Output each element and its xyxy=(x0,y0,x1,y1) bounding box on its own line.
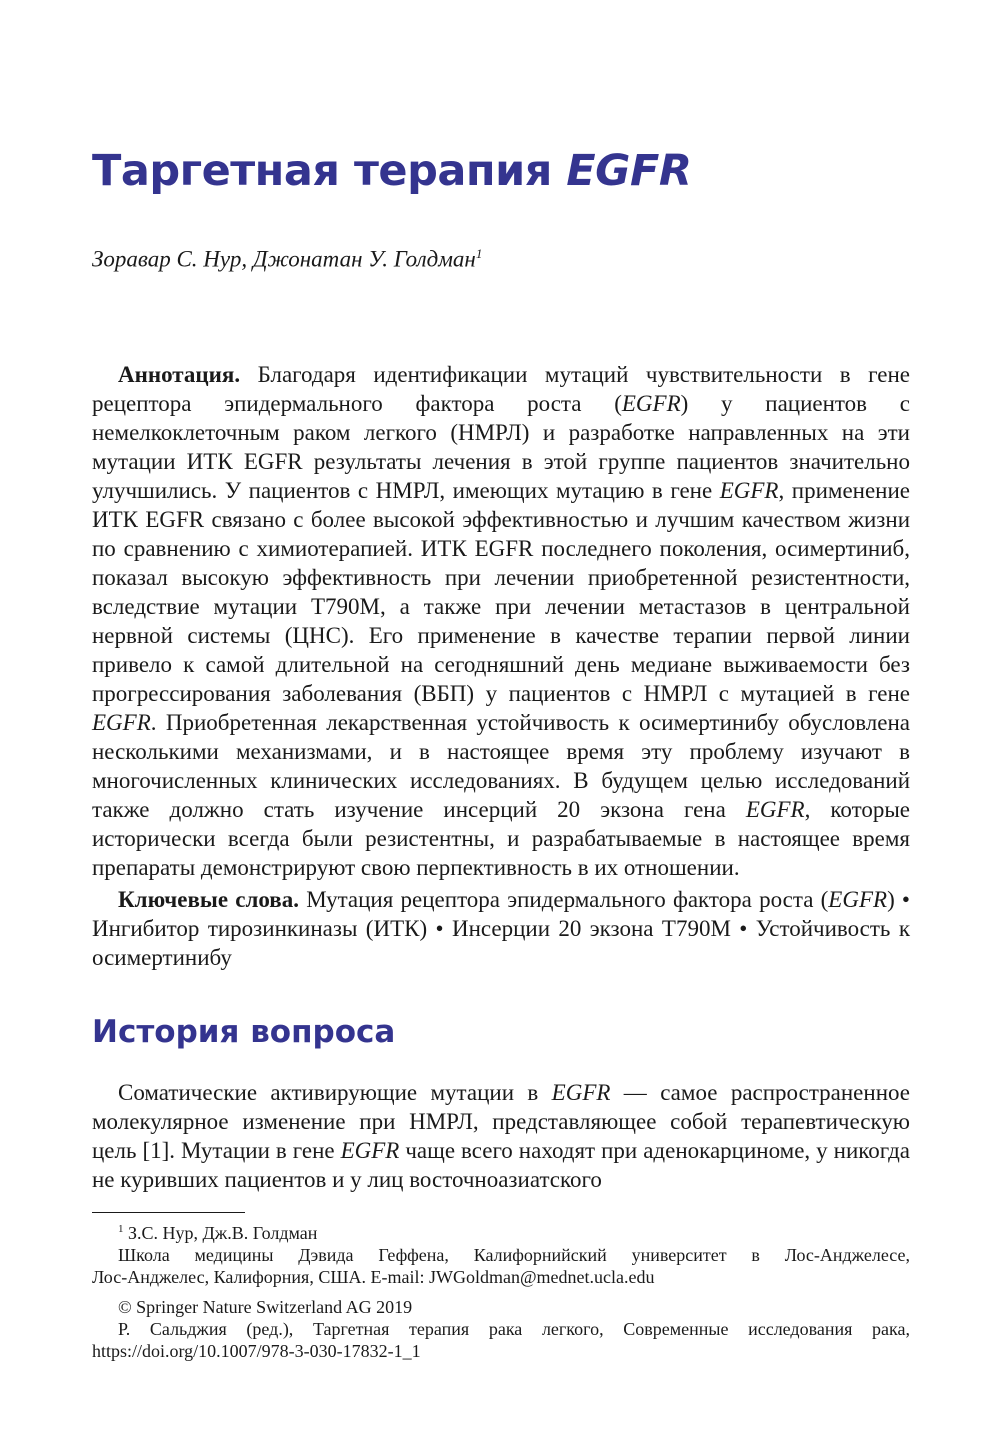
footnote-authors: З.С. Нур, Дж.В. Голдман xyxy=(123,1223,318,1243)
footnote xyxy=(92,1218,910,1288)
abstract-text-1: Благодаря идентификации мутаций чувствительности в гене рецептора эпидермального фактора роста ( xyxy=(92,362,910,416)
author-footnote-marker: 1 xyxy=(475,246,483,261)
keywords-text-2: ) • Ингибитор тирозинкиназы (ИТК) • Инсерции 20 экзона T790M • Устойчивость к осимертинибу xyxy=(92,887,910,970)
footnote-authors-line xyxy=(92,1218,910,1244)
chapter-title-gene: EGFR xyxy=(566,146,692,196)
keywords-gene: EGFR xyxy=(828,887,888,912)
history-gene-2: EGFR xyxy=(340,1138,400,1163)
abstract-gene-2: EGFR xyxy=(719,478,779,503)
citation-line: Р. Сальджия (ред.), Таргетная терапия рака легкого, Современные исследования рака, xyxy=(118,1319,910,1339)
abstract-text-2: ) у пациентов с немелкоклеточным раком легкого (НМРЛ) и разработке направленных на эти мутации ИТК EGFR результаты лечения в этой группе пациентов значительно улучшились. У пациентов с НМРЛ, имеющих мутацию в гене xyxy=(92,391,910,503)
copyright-line: © Springer Nature Switzerland AG 2019 xyxy=(118,1297,413,1317)
footnote-affiliation-2: Лос-Анджелес, Калифорния, США. E-mail: JWGoldman@mednet.ucla.edu xyxy=(92,1267,655,1287)
abstract-gene-4: EGFR xyxy=(745,797,805,822)
chapter-title-text: Таргетная терапия xyxy=(92,146,567,196)
footnote-affiliation-1: Школа медицины Дэвида Геффена, Калифорнийский университет в Лос-Анджелесе, xyxy=(118,1245,910,1265)
abstract-label: Аннотация. xyxy=(118,362,241,387)
footnote-divider xyxy=(92,1212,245,1213)
history-text-3: чаще всего находят при аденокарциноме, у никогда не куривших пациентов и у лиц восточноазиатского xyxy=(92,1138,910,1192)
abstract-gene-3: EGFR xyxy=(92,710,151,735)
abstract-text-4: . Приобретенная лекарственная устойчивость к осимертинибу обусловлена несколькими механизмами, и в настоящее время эту проблему изучают в многочисленных клинических исследованиях. В будущем целью исследований также должно стать изучение инсерций 20 экзона гена xyxy=(92,710,910,822)
chapter-authors xyxy=(92,246,482,273)
copyright-block xyxy=(92,1296,910,1362)
abstract-gene-1: EGFR xyxy=(621,391,681,416)
abstract-text-5: , которые исторически всегда были резистентны, и разрабатываемые в настоящее время препараты демонстрируют свою перпективность в их отношении. xyxy=(92,797,910,880)
abstract-text-3: , применение ИТК EGFR связано с более высокой эффективностью и лучшим качеством жизни по сравнению с химиотерапией. ИТК EGFR последнего поколения, осимертиниб, показал высокую эффективность при лечении приобретенной резистентности, вследствие мутации T790M, а также при лечении метастазов в центральной нервной системы (ЦНС). Его применение в качестве терапии первой линии привело к самой длительной на сегодняшний день медиане выживаемости без прогрессирования заболевания (ВБП) у пациентов с НМРЛ с мутацией в гене xyxy=(92,478,910,706)
abstract-paragraph xyxy=(92,360,910,882)
chapter-title xyxy=(92,146,691,196)
footnote-marker: 1 xyxy=(118,1223,124,1235)
doi-link[interactable]: https://doi.org/10.1007/978-3-030-17832-1_1 xyxy=(92,1341,421,1361)
history-gene-1: EGFR xyxy=(551,1080,611,1105)
author-names: Зоравар С. Нур, Джонатан У. Голдман xyxy=(92,246,476,272)
keywords-text-1: Мутация рецептора эпидермального фактора роста ( xyxy=(298,887,829,912)
keywords-paragraph xyxy=(92,885,910,972)
keywords-label: Ключевые слова. xyxy=(118,887,299,912)
history-paragraph xyxy=(92,1078,910,1194)
history-text-2: — самое распространенное молекулярное изменение при НМРЛ, представляющее собой терапевтическую цель [1]. Мутации в гене xyxy=(92,1080,910,1163)
history-text-1: Соматические активирующие мутации в xyxy=(118,1080,552,1105)
section-heading-history: История вопроса xyxy=(92,1014,396,1050)
